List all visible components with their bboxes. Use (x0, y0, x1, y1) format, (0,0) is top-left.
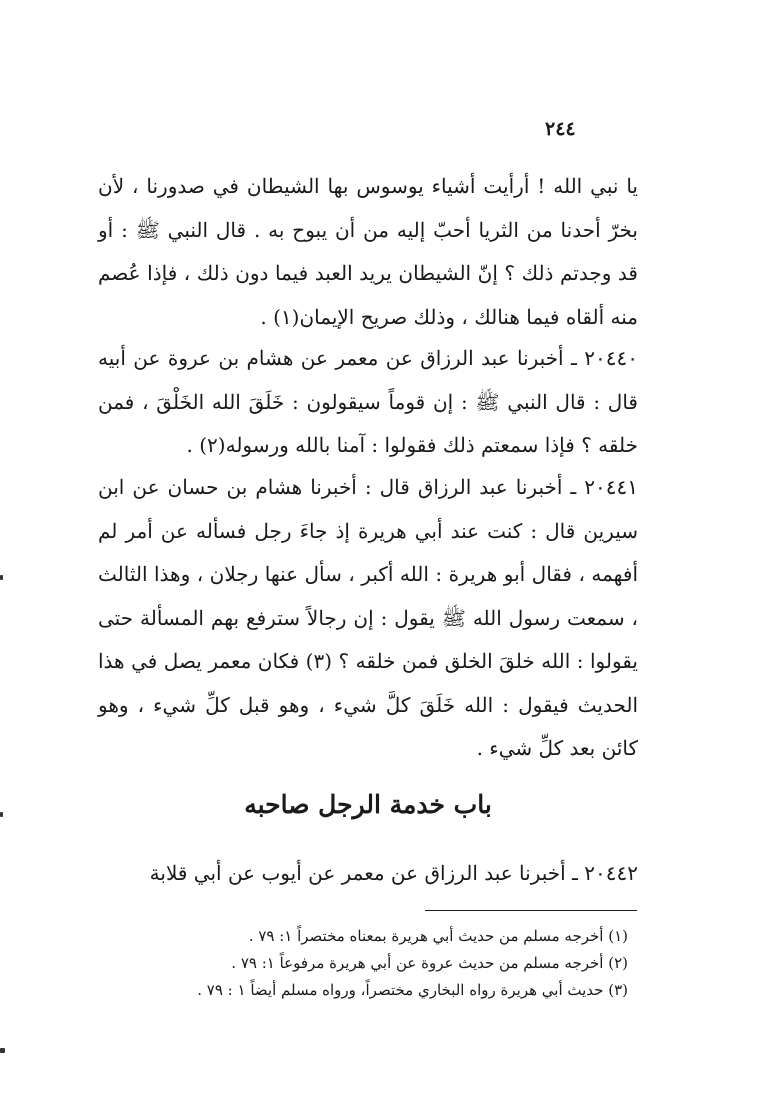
footnotes (120, 923, 628, 1004)
footnote-2: (٢) أخرجه مسلم من حديث عروة عن أبي هريرة مرفوعاً ١: ٧٩ . (231, 954, 628, 972)
footnote-separator (425, 910, 637, 911)
footnote-3: (٣) حديث أبي هريرة رواه البخاري مختصراً، ورواه مسلم أيضاً ١ : ٧٩ . (197, 981, 628, 999)
hadith-20440: ٢٠٤٤٠ ـ أخبرنا عبد الرزاق عن معمر عن هشام بن عروة عن أبيه قال : قال النبي ﷺ : إن قوماً سيقولون : خَلَقَ الله الخَلْقَ ، فمن خلقه ؟ فإذا سمعتم ذلك فقولوا : آمنا بالله ورسوله(٢) . (98, 346, 638, 457)
page-number: ٢٤٤ (545, 118, 576, 140)
scan-mark (0, 575, 3, 580)
scan-mark (0, 812, 3, 817)
chapter-heading: باب خدمة الرجل صاحبه (244, 790, 492, 819)
hadith-20441: ٢٠٤٤١ ـ أخبرنا عبد الرزاق قال : أخبرنا هشام بن حسان عن ابن سيرين قال : كنت عند أبي هريرة إذ جاءَ رجل فسأله عن أمر لم أفهمه ، فقال أبو هريرة : الله أكبر ، سأل عنها رجلان ، وهذا الثالث ، سمعت رسول الله ﷺ يقول : إن رجالاً سترفع بهم المسألة حتى يقولوا : الله خلقَ الخلق فمن خلقه ؟ (٣) فكان معمر يصل في هذا الحديث فيقول : الله خَلَقَ كلَّ شيء ، وهو قبل كلِّ شيء ، وهو كائن بعد كلِّ شيء . (98, 475, 638, 760)
scan-mark (0, 1048, 5, 1053)
paragraph-continuation: يا نبي الله ! أرأيت أشياء يوسوس بها الشيطان في صدورنا ، لأن بخرّ أحدنا من الثريا أحبّ إليه من أن يبوح به . قال النبي ﷺ : أو قد وجدتم ذلك ؟ إنّ الشيطان يريد العبد فيما دون ذلك ، فإذا عُصم منه ألقاه فيما هنالك ، وذلك صريح الإيمان(١) . (98, 174, 638, 329)
footnote-1: (١) أخرجه مسلم من حديث أبي هريرة بمعناه مختصراً ١: ٧٩ . (248, 927, 628, 945)
hadith-20442: ٢٠٤٤٢ ـ أخبرنا عبد الرزاق عن معمر عن أيوب عن أبي قلابة (149, 861, 638, 885)
